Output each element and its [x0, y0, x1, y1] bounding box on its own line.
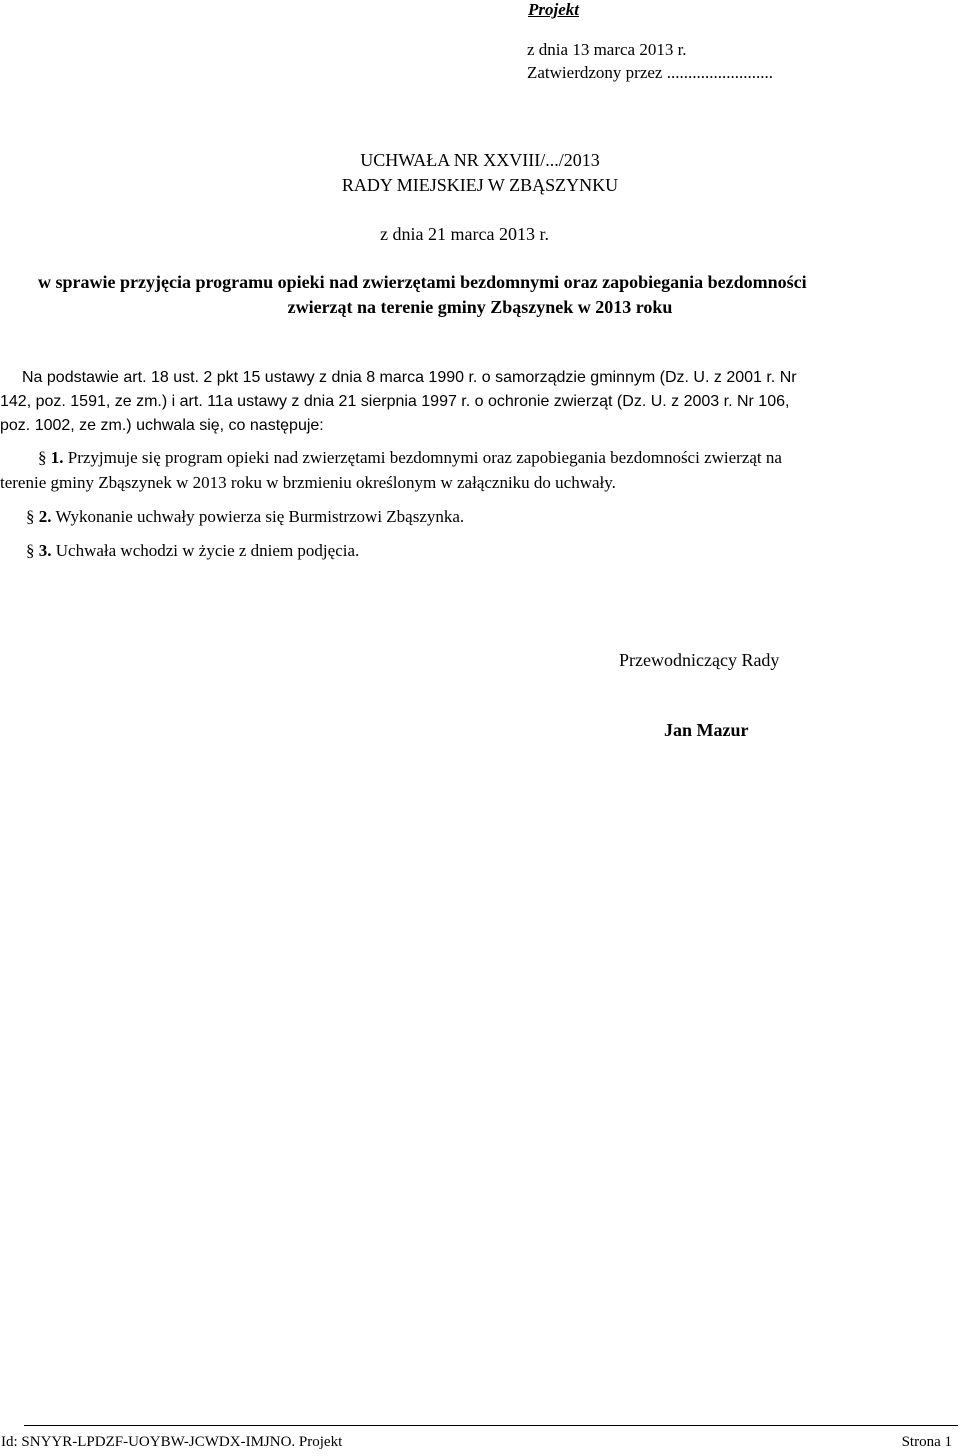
- footer-page-number: Strona 1: [901, 1434, 952, 1450]
- legal-basis-line-1: Na podstawie art. 18 ust. 2 pkt 15 ustawy z dnia 8 marca 1990 r. o samorządzie gminnym (Dz. U. z 2001 r. Nr: [22, 369, 797, 386]
- paragraph-1-line-1: [38, 448, 782, 468]
- paragraph-1-line-2: terenie gminy Zbąszynek w 2013 roku w brzmieniu określonym w załączniku do uchwały.: [0, 473, 616, 492]
- document-status-label: Projekt: [528, 0, 579, 19]
- paragraph-3-number: 3.: [38, 541, 52, 560]
- section-symbol: §: [26, 541, 35, 560]
- paragraph-2: [26, 507, 464, 527]
- approved-by-line: Zatwierdzony przez .........................: [527, 63, 773, 82]
- paragraph-3-text: Uchwała wchodzi w życie z dniem podjęcia.: [51, 541, 360, 560]
- footer-document-id: Id: SNYYR-LPDZF-UOYBW-JCWDX-IMJNO. Projekt: [1, 1434, 343, 1450]
- signature-title: Przewodniczący Rady: [619, 650, 780, 670]
- resolution-date: z dnia 21 marca 2013 r.: [380, 224, 549, 244]
- paragraph-3: [26, 541, 359, 561]
- signature-name: Jan Mazur: [664, 720, 749, 740]
- subject-line-2: zwierząt na terenie gminy Zbąszynek w 2013 roku: [287, 297, 673, 317]
- legal-basis-line-3: poz. 1002, ze zm.) uchwala się, co następuje:: [0, 417, 324, 434]
- footer-divider: [24, 1425, 958, 1426]
- legal-basis-line-2: 142, poz. 1591, ze zm.) i art. 11a ustawy z dnia 21 sierpnia 1997 r. o ochronie zwierząt (Dz. U. z 2003 r. Nr 106,: [0, 393, 790, 410]
- draft-date: z dnia 13 marca 2013 r.: [527, 40, 687, 59]
- resolution-number: UCHWAŁA NR XXVIII/.../2013: [360, 150, 600, 170]
- paragraph-2-text: Wykonanie uchwały powierza się Burmistrzowi Zbąszynka.: [51, 507, 465, 526]
- section-symbol: §: [38, 448, 47, 467]
- paragraph-1-number: 1.: [50, 448, 64, 467]
- section-symbol: §: [26, 507, 35, 526]
- subject-line-1: w sprawie przyjęcia programu opieki nad zwierzętami bezdomnymi oraz zapobiegania bezdomności: [38, 272, 807, 292]
- paragraph-1-text: Przyjmuje się program opieki nad zwierzętami bezdomnymi oraz zapobiegania bezdomności zwierząt na: [63, 448, 782, 467]
- council-name: RADY MIEJSKIEJ W ZBĄSZYNKU: [341, 175, 619, 195]
- paragraph-2-number: 2.: [38, 507, 52, 526]
